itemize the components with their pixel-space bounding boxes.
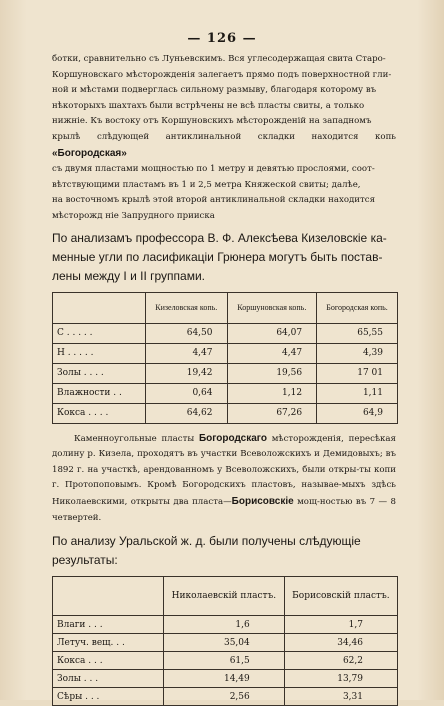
table-cell: 2,56 <box>164 688 285 706</box>
heading-ural-railway-analysis: По анализу Уральской ж. д. были получены слѣдующіе результаты: <box>52 534 361 568</box>
table-row <box>53 652 398 670</box>
table-row <box>53 634 398 652</box>
table-row <box>53 670 398 688</box>
column-header: Богородская копь. <box>317 292 398 323</box>
table-cell: 67,26 <box>227 403 317 423</box>
para1-line-4: нѣкоторыхъ шахтахъ были встрѣчены не всѣ пласты свиты, а только <box>52 100 365 111</box>
table-cell: 4,39 <box>317 343 398 363</box>
table-cell: 64,9 <box>317 403 398 423</box>
row-label: H . . . . . <box>53 343 146 363</box>
bogorodskago-name: Богородскаго <box>198 432 267 444</box>
para1-line-10: мѣсторожд ніе Запрудного прииска <box>52 210 215 221</box>
table-corner-cell <box>53 577 164 616</box>
table-cell: 65,55 <box>317 323 398 343</box>
page-number: — 126 — <box>187 31 257 46</box>
row-label: Кокса . . . <box>53 652 164 670</box>
table-corner-cell <box>53 292 146 323</box>
row-label: Влаги . . . <box>53 616 164 634</box>
paragraph-coal-deposits <box>52 52 396 225</box>
table-cell: 1,7 <box>284 616 397 634</box>
table-row <box>53 343 398 363</box>
table-cell: 14,49 <box>164 670 285 688</box>
column-header: Борисовскій пластъ. <box>284 577 397 616</box>
table-cell: 19,42 <box>146 363 228 383</box>
table-header-row <box>53 292 398 323</box>
table-row <box>53 688 398 706</box>
para2-text-b: мѣсторожденія, пересѣкая долину р. Кизела, проходятъ въ участки Всеволожскихъ и Демидовыхъ; въ 1892 г. на участкѣ, арендованномъ у Всеволожскихъ, были откры-ты копи г. Протопоповымъ. Кромѣ Богородскихъ пластовъ, называе-мыхъ здѣсь Николаевскими, открыты два пласта— <box>52 433 396 507</box>
table-header-row <box>53 577 398 616</box>
row-label: Летуч. вещ. . . <box>53 634 164 652</box>
column-header: Кизеловская копь. <box>146 292 228 323</box>
heading-alekseev-analyses: По анализамъ профессора В. Ф. Алексѣева Кизеловскіе ка-менные угли по ласификаціи Грюнера могутъ быть постав-лены между I и II группами. <box>52 230 387 283</box>
row-label: Золы . . . <box>53 670 164 688</box>
table-cell: 17 01 <box>317 363 398 383</box>
table-row <box>53 383 398 403</box>
para1-line-9: на восточномъ крылѣ этой второй антиклинальной складки находится <box>52 195 375 206</box>
table-cell: 34,46 <box>284 634 397 652</box>
row-label: Влажности . . <box>53 383 146 403</box>
table-cell: 64,62 <box>146 403 228 423</box>
para1-line-5: нижніе. Къ востоку отъ Коршуновскихъ мѣсторожденій на западномъ <box>52 116 372 127</box>
table-cell: 1,11 <box>317 383 398 403</box>
para1-line-7: съ двумя пластами мощностью по 1 метру и девятью прослоями, соот- <box>52 164 375 175</box>
table-cell: 3,31 <box>284 688 397 706</box>
row-label: C . . . . . <box>53 323 146 343</box>
table-row <box>53 363 398 383</box>
table-cell: 61,5 <box>164 652 285 670</box>
table-kizel-analyses <box>52 292 398 424</box>
row-label: Сѣры . . . <box>53 688 164 706</box>
borisovskie-name: Борисовскіе <box>231 495 294 507</box>
para1-line-8: вѣтствующими пластамъ въ 1 и 2,5 метра Княжеской свиты; далѣе, <box>52 179 361 190</box>
column-header: Коршуновская копь. <box>227 292 317 323</box>
paragraph-bogorodsk-seams <box>52 431 396 527</box>
para1-line-6: крылѣ слѣдующей антиклинальной складки находится копь <box>52 131 396 142</box>
table-row <box>53 323 398 343</box>
table-seam-analyses <box>52 576 398 706</box>
table-cell: 1,6 <box>164 616 285 634</box>
para2-text-c: мощ-ностью въ 7 — 8 четвертей. <box>52 496 397 523</box>
table-row <box>53 403 398 423</box>
bogorodskaya-name: «Богородская» <box>52 147 127 159</box>
table-cell: 62,2 <box>284 652 397 670</box>
para1-line-3: ной и мѣстами подверглась сильному размыву, благодаря которому въ <box>52 85 377 96</box>
table-cell: 64,07 <box>227 323 317 343</box>
row-label: Кокса . . . . <box>53 403 146 423</box>
table-cell: 13,79 <box>284 670 397 688</box>
table-row <box>53 616 398 634</box>
para1-line-2: Коршуновскаго мѣсторожденія залегаетъ прямо подъ поверхностной гли- <box>52 69 392 80</box>
page-body <box>52 52 396 706</box>
table-cell: 0,64 <box>146 383 228 403</box>
column-header: Николаевскій пластъ. <box>164 577 285 616</box>
table-cell: 1,12 <box>227 383 317 403</box>
table-cell: 64,50 <box>146 323 228 343</box>
table-cell: 4,47 <box>227 343 317 363</box>
para2-text-a: Каменноугольные пласты <box>74 433 199 444</box>
table-cell: 19,56 <box>227 363 317 383</box>
para1-line-1: ботки, сравнительно съ Луньевскимъ. Вся углесодержащая свита Старо- <box>52 54 386 64</box>
row-label: Золы . . . . <box>53 363 146 383</box>
table-cell: 35,04 <box>164 634 285 652</box>
table-cell: 4,47 <box>146 343 228 363</box>
